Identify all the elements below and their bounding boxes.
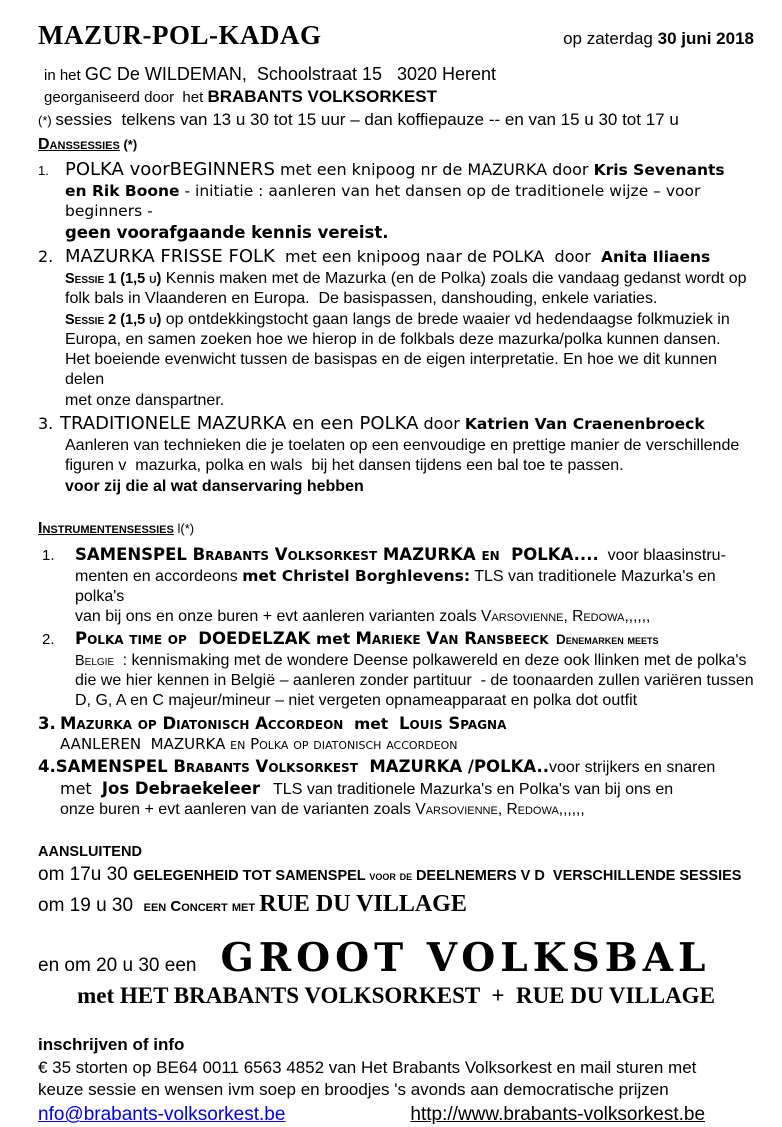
instrument-item-4-title: SAMENSPEL Brabants Volksorkest MAZURKA /POLKA.. (55, 757, 549, 777)
instrument-heading-mark: l(*) (173, 520, 195, 536)
instrument-item-1-title: SAMENSPEL Brabants Volksorkest MAZURKA en POLKA.... (75, 545, 599, 565)
session-2-text-4: met onze danspartner. (65, 391, 225, 409)
venue-prefix: in het (44, 67, 85, 84)
instrument-item-4-text: TLS van traditionele Mazurka's en Polka's van bij ons en (259, 780, 674, 798)
aansluitend-heading (38, 842, 754, 862)
session-1-text-2: folk bals in Vlaanderen en Europa. De basispassen, danshouding, enkele variaties. (65, 290, 658, 308)
payment-line (38, 1057, 754, 1079)
instrument-item-4-text-2: onze buren + evt aanleren van de varianten zoals (60, 800, 416, 818)
dance-item-1-body-line (38, 182, 754, 223)
instrument-item-1-audience: voor blaasinstru- (598, 547, 726, 565)
instrument-item-3-number: 3. (38, 713, 56, 733)
belgie-label: Belgie (75, 652, 119, 669)
session-1-text: Kennis maken met de Mazurka (en de Polka) zoals die vandaag gedanst wordt op (161, 269, 747, 287)
volksbal-title: GROOT VOLKSBAL (220, 935, 711, 982)
dance-item-1-description: initiatie : aanleren van het dansen op de traditionele wijze – voor beginners - (65, 182, 706, 221)
instrument-item-2-text: : kennismaking met de wondere Deense polkawereld en deze ook llinken met de polka's (118, 651, 747, 669)
instrument-item-2-title: Polka time op DOEDELZAK (75, 629, 317, 649)
session-times-text: sessies telkens van 13 u 30 tot 15 uur – dan koffiepauze -- en van 15 u 30 tot 17 u (55, 109, 679, 129)
email-link[interactable]: nfo@brabants-volksorkest.be (38, 1104, 286, 1126)
schedule-1930-line (38, 889, 754, 919)
dance-item-2-session1-line1 (38, 269, 754, 289)
info-heading-text: inschrijven of info (38, 1035, 185, 1055)
instrument-item-4-teacher: Jos Debraekeleer (101, 778, 260, 798)
dance-item-3-body-line1 (38, 436, 754, 456)
session-2-label: Sessie 2 (1,5 u) (65, 311, 162, 328)
instrument-item-2-body-line1 (38, 651, 754, 671)
time-1930: om 19 u 30 (38, 894, 144, 916)
instrument-item-1-body-line2 (38, 607, 754, 627)
dance-item-1-headline (38, 159, 754, 182)
dance-item-2-number: 2. (38, 247, 54, 267)
dance-item-2-subtitle: met een knipoog naar de POLKA door (274, 247, 602, 267)
instrument-item-3-title: Mazurka op Diatonisch Accordeon (60, 713, 344, 733)
met-label-3: met (60, 778, 102, 798)
dance-item-2-title: MAZURKA FRISSE FOLK (65, 246, 275, 268)
dance-item-3-body-line2 (38, 456, 754, 476)
event-date (563, 29, 754, 49)
instrument-item-1-dances: Varsovienne, Redowa,,,,,, (481, 608, 651, 626)
session-2-text: op ontdekkingstocht gaan langs de brede waaier vd hedendaagse folkmuziek in (161, 310, 730, 328)
instrument-item-2-number: 2. (42, 631, 55, 649)
options-text: keuze sessie en wensen ivm soep en broodjes 's avonds aan democratische prijzen (38, 1080, 669, 1099)
instrument-item-4-headline (38, 757, 754, 778)
instrument-item-3-text: AANLEREN MAZURKA en Polka op diatonisch accordeon (60, 735, 458, 754)
dance-item-1-note (38, 223, 754, 244)
footnote-marker: (*) (38, 112, 56, 128)
dash: - (179, 182, 196, 201)
instrument-item-1-text-3: van bij ons en onze buren + evt aanleren varianten zoals (75, 608, 482, 626)
instrument-item-1-teacher: met Christel Borghlevens: (242, 566, 471, 585)
website-link[interactable]: http://www.brabants-volksorkest.be (410, 1104, 706, 1126)
instrument-item-4-body-line1 (38, 779, 754, 800)
instrument-item-2-body-line3 (38, 691, 754, 711)
instrument-item-2-theme: Denemarken meets (548, 632, 659, 648)
dance-item-1-teacher-2: en Rik Boone (65, 182, 180, 201)
schedule-1730-line (38, 863, 754, 887)
dance-item-2-session2-line4 (38, 391, 754, 411)
instrument-heading-text: Instrumentensessies (38, 519, 174, 537)
volksbal-prefix: en om 20 u 30 een (38, 955, 197, 977)
organizer-line (38, 86, 754, 108)
date-value: 30 juni 2018 (657, 29, 754, 48)
venue-name: GC De WILDEMAN, Schoolstraat 15 3020 Herent (84, 64, 497, 84)
met-label-2: met (343, 714, 400, 733)
instrument-item-1-text: menten en accordeons (75, 567, 243, 585)
instrument-heading (38, 519, 754, 539)
session-times-line (38, 109, 754, 131)
date-prefix: op zaterdag (563, 29, 658, 48)
instrument-item-1-headline (38, 545, 754, 566)
dance-item-3-subtitle: door (418, 414, 465, 434)
instrument-item-1-text-2: TLS van traditionele Mazurka's en polka's (75, 567, 721, 605)
dance-item-2-session1-line2 (38, 289, 754, 309)
instrument-item-1-number: 1. (42, 547, 55, 565)
venue-line (38, 63, 754, 86)
info-heading (38, 1034, 754, 1056)
payment-text: € 35 storten op BE64 0011 6563 4852 van Het Brabants Volksorkest en mail sturen met (38, 1057, 697, 1077)
instrument-item-1-body-line1 (38, 567, 754, 608)
instrument-item-2-text-2: die we hier kennen in België – aanleren zonder partituur - de toonaarden zullen variëren tussen (75, 672, 754, 690)
dance-item-2-headline (38, 246, 754, 269)
instrument-item-2-teacher: Marieke Van Ransbeeck (355, 629, 549, 649)
dance-item-3-teacher: Katrien Van Craenenbroeck (464, 415, 705, 434)
dance-item-3-number: 3. (38, 414, 54, 434)
instrument-item-4-body-line2 (38, 800, 754, 820)
header-row (38, 20, 754, 51)
dance-item-1-title: POLKA voorBEGINNERS (65, 159, 275, 181)
instrument-item-3-teacher: Louis Spagna (399, 713, 507, 733)
links-line (38, 1103, 754, 1127)
dance-item-3-description-2: figuren v mazurka, polka en wals bij het dansen tijdens een bal toe te passen. (65, 457, 624, 475)
instrument-item-2-body-line2 (38, 671, 754, 691)
instrument-item-3-body (38, 735, 754, 755)
volksbal-subtitle: met HET BRABANTS VOLKSORKEST + RUE DU VILLAGE (77, 983, 715, 1009)
band-name: RUE DU VILLAGE (259, 890, 467, 917)
organizer-prefix: georganiseerd door het (44, 89, 208, 107)
dance-item-2-session2-line3 (38, 350, 754, 391)
session-2-text-3: Het boeiende evenwicht tussen de basispas en de eigen interpretatie. En hoe we dit kunnen delen (65, 351, 722, 389)
dance-item-2-session2-line1 (38, 310, 754, 330)
dance-item-3-title: TRADITIONELE MAZURKA en een POLKA (60, 413, 419, 435)
dance-item-3-note-text: voor zij die al wat danservaring hebben (65, 477, 364, 495)
dance-item-3-note (38, 477, 754, 497)
schedule-1730-text-c: DEELNEMERS V D VERSCHILLENDE SESSIES (415, 867, 742, 884)
dance-item-3-headline (38, 413, 754, 436)
instrument-item-4-audience: voor strijkers en snaren (549, 759, 716, 777)
dance-item-2-session2-line2 (38, 330, 754, 350)
schedule-1730-text-b: voor de (369, 867, 416, 883)
time-1730: om 17u 30 (38, 863, 134, 885)
instrument-item-4-number: 4. (38, 757, 56, 777)
dance-item-2-teacher: Anita Iliaens (601, 248, 711, 267)
dance-item-3-description: Aanleren van technieken die je toelaten op een eenvoudige en prettige manier de verschillende (65, 436, 740, 454)
session-1-label: Sessie 1 (1,5 u) (65, 270, 162, 287)
instrument-item-4-dances: Varsovienne, Redowa,,,,,, (415, 800, 585, 818)
doc-title: MAZUR-POL-KADAG (38, 20, 322, 50)
aansluitend-text: AANSLUITEND (38, 844, 142, 861)
schedule-1930-text: een Concert met (143, 897, 260, 915)
danssessies-heading-text: Danssessies (38, 135, 120, 153)
dance-item-1-subtitle: met een knipoog nr de MAZURKA door (274, 160, 594, 180)
dance-item-1-number: 1. (38, 163, 49, 179)
danssessies-heading-mark: (*) (119, 136, 138, 152)
volksbal-line (38, 935, 754, 981)
instrument-item-2-text-3: D, G, A en C majeur/mineur – niet vergeten opnameapparaat en polka dot outfit (75, 692, 638, 710)
options-line (38, 1079, 754, 1101)
instrument-item-2-headline (38, 629, 754, 650)
met-label: met (316, 630, 356, 649)
dance-item-1-teacher: Kris Sevenants (593, 161, 725, 180)
organizer-name: BRABANTS VOLKSORKEST (207, 87, 437, 107)
instrument-item-3-headline (38, 714, 754, 735)
volksbal-subtitle-line (38, 981, 754, 1010)
schedule-1730-text-a: GELEGENHEID TOT SAMENSPEL (133, 867, 370, 884)
session-2-text-2: Europa, en samen zoeken hoe we hierop in de folkbals deze mazurka/polka kunnen dansen. (65, 330, 721, 348)
danssessies-heading (38, 135, 754, 155)
dance-item-1-note-text: geen voorafgaande kennis vereist. (65, 222, 389, 242)
